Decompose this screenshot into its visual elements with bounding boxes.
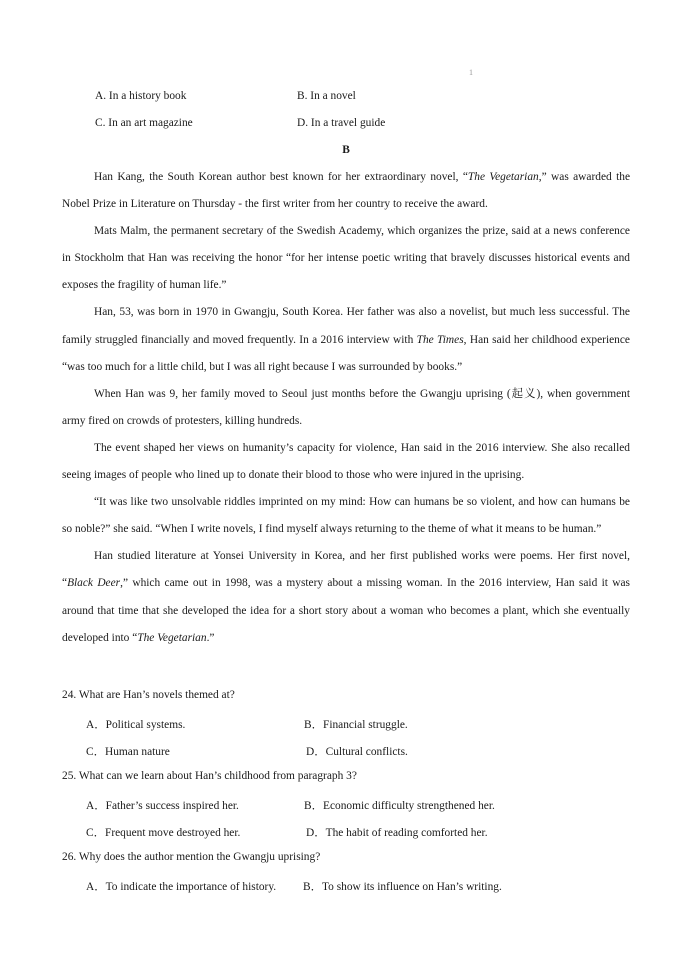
question-25: 25. What can we learn about Han’s childhood from paragraph 3? [62, 770, 357, 782]
passage [62, 164, 630, 652]
prev-option-c: C. In an art magazine [95, 117, 193, 129]
paragraph-6: “It was like two unsolvable riddles imprinted on my mind: How can humans be so violent, and how can humans be so noble?” she said. “When I write novels, I find myself always returning to the theme of what it means to be human.” [62, 496, 630, 536]
paragraph-4: When Han was 9, her family moved to Seoul just months before the Gwangju uprising (起义), when government army fired on crowds of protesters, killing hundreds. [62, 387, 630, 427]
prev-options-row-1 [0, 90, 692, 108]
prev-option-a: A. In a history book [95, 90, 187, 102]
prev-option-b: B. In a novel [297, 90, 356, 102]
paragraph-3: Han, 53, was born in 1970 in Gwangju, South Korea. Her father was also a novelist, but much less successful. The family struggled financially and moved frequently. In a 2016 interview with The Times, Han said her childhood experience “was too much for a little child, but I was all right because I was surrounded by books.” [62, 306, 630, 373]
q25-option-d: D．The habit of reading comforted her. [306, 827, 488, 839]
question-24: 24. What are Han’s novels themed at? [62, 689, 235, 701]
q24-option-c: C．Human nature [86, 746, 170, 758]
q25-option-c: C．Frequent move destroyed her. [86, 827, 241, 839]
section-heading: B [342, 144, 350, 156]
q26-option-b: B．To show its influence on Han’s writing. [303, 881, 502, 893]
paragraph-7: Han studied literature at Yonsei University in Korea, and her first published works were poems. Her first novel, “Black Deer,” which came out in 1998, was a mystery about a missing woman. In the 2016 interview, Han said it was around that time that she developed the idea for a short story about a woman who becomes a plant, which she eventually developed into “The Vegetarian.” [62, 550, 630, 644]
page-mark: 1 [469, 68, 473, 77]
q24-option-d: D．Cultural conflicts. [306, 746, 408, 758]
prev-options-row-2 [0, 117, 692, 135]
q24-option-b: B．Financial struggle. [304, 719, 408, 731]
paragraph-1: Han Kang, the South Korean author best known for her extraordinary novel, “The Vegetarian,” was awarded the Nobel Prize in Literature on Thursday - the first writer from her country to receive the award. [62, 171, 630, 211]
prev-option-d: D. In a travel guide [297, 117, 386, 129]
q25-option-a: A．Father’s success inspired her. [86, 800, 239, 812]
q24-option-a: A．Political systems. [86, 719, 186, 731]
paragraph-2: Mats Malm, the permanent secretary of the Swedish Academy, which organizes the prize, said at a news conference in Stockholm that Han was receiving the honor “for her intense poetic writing that bravely discusses historical events and exposes the fragility of human life.” [62, 225, 630, 292]
paragraph-5: The event shaped her views on humanity’s capacity for violence, Han said in the 2016 interview. She also recalled seeing images of people who lined up to donate their blood to those who were injured in the uprising. [62, 441, 630, 482]
q25-option-b: B．Economic difficulty strengthened her. [304, 800, 495, 812]
q26-option-a: A．To indicate the importance of history. [86, 881, 277, 893]
question-26: 26. Why does the author mention the Gwangju uprising? [62, 851, 321, 863]
